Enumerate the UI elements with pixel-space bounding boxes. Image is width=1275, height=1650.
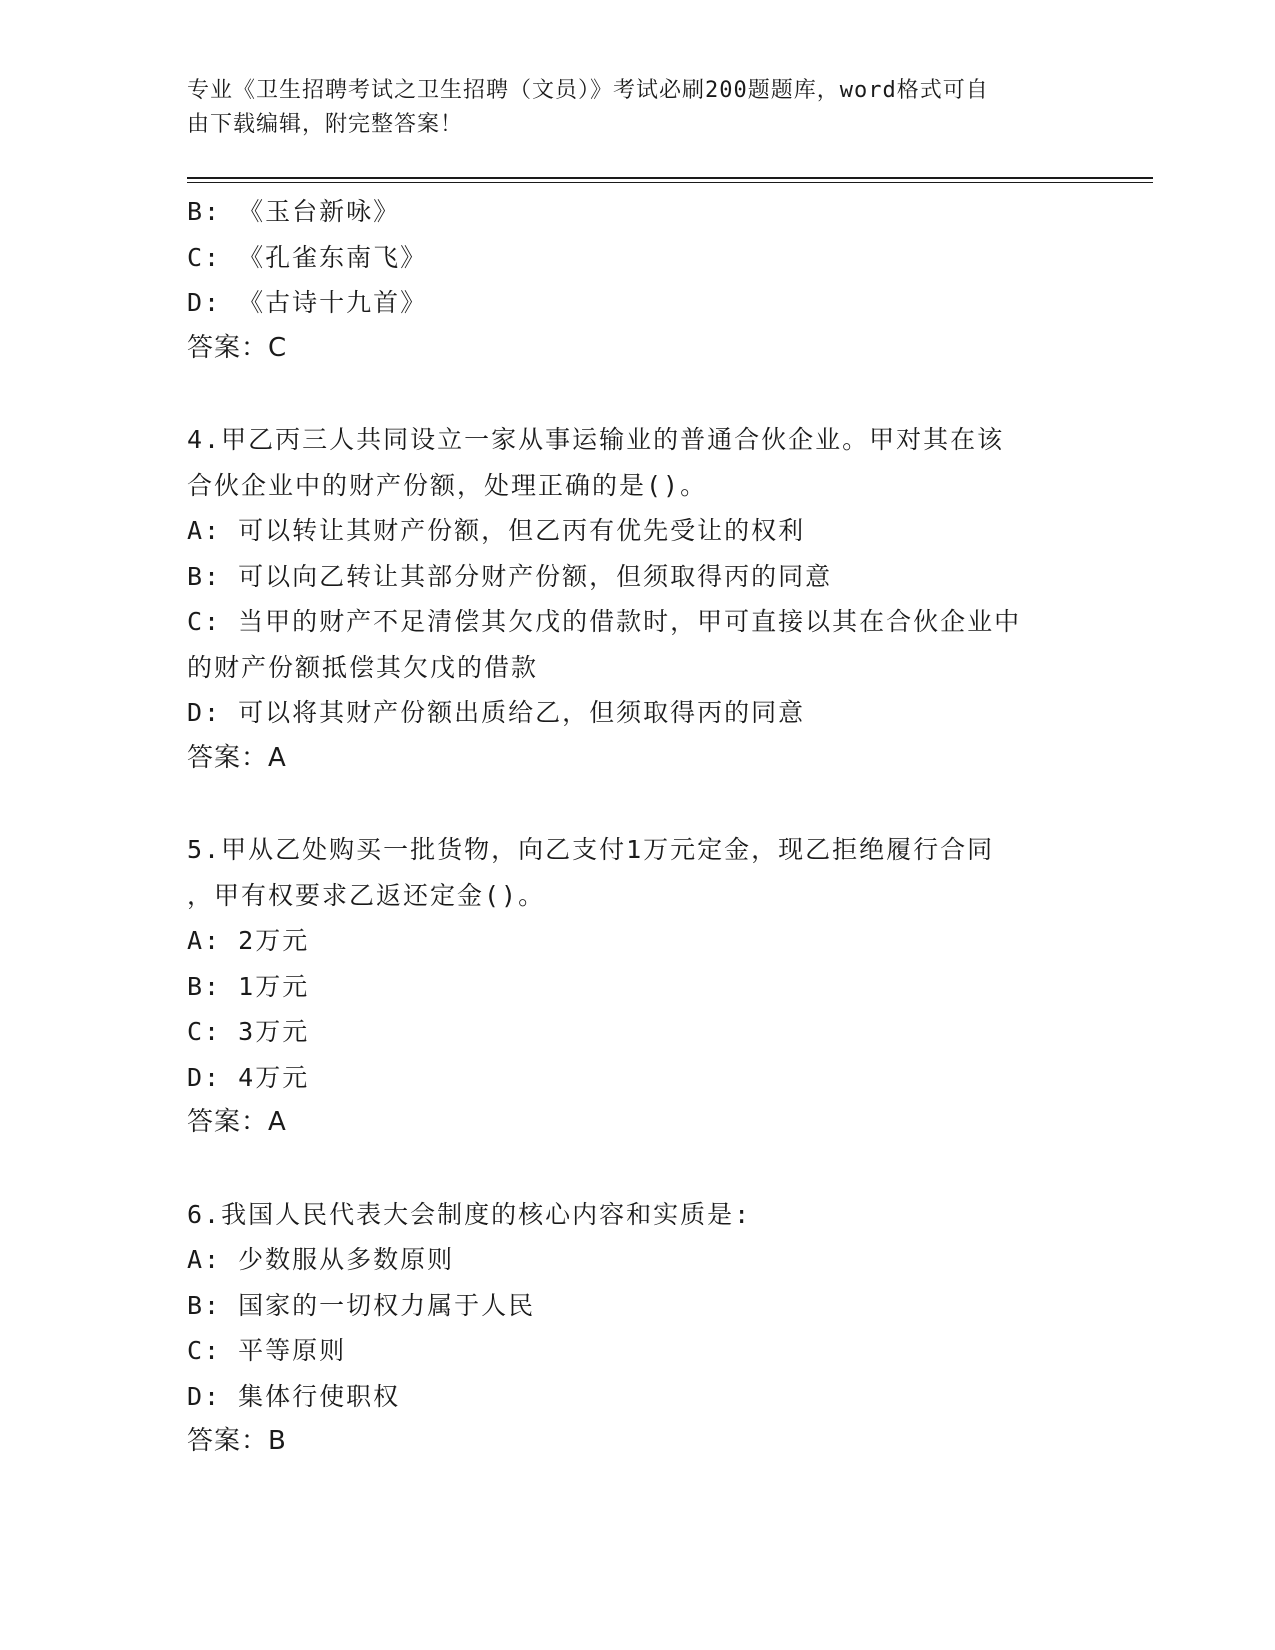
question-stem-cont: ，甲有权要求乙返还定金()。 — [187, 880, 546, 910]
answer: 答案：A — [187, 742, 287, 773]
question-3 — [187, 189, 1077, 371]
option-c: C: 平等原则 — [187, 1336, 347, 1365]
option-b: B: 1万元 — [187, 971, 310, 1001]
question-stem: 5.甲从乙处购买一批货物，向乙支付1万元定金，现乙拒绝履行合同 — [187, 835, 995, 864]
question-stem: 6.我国人民代表大会制度的核心内容和实质是: — [187, 1199, 752, 1229]
answer: 答案：A — [187, 1107, 287, 1137]
question-stem-cont: 合伙企业中的财产份额，处理正确的是()。 — [187, 470, 708, 500]
header-line-2: 由下载编辑，附完整答案！ — [187, 112, 464, 137]
question-5 — [187, 827, 1077, 1146]
option-a: A: 可以转让其财产份额，但乙丙有优先受让的权利 — [187, 516, 806, 545]
question-content — [187, 189, 1077, 1465]
option-b: B: 国家的一切权力属于人民 — [187, 1290, 536, 1320]
option-d: D: 4万元 — [187, 1062, 310, 1092]
option-d: D: 集体行使职权 — [187, 1381, 401, 1411]
answer: 答案：C — [187, 332, 288, 363]
option-c: C: 《孔雀东南飞》 — [187, 242, 428, 272]
option-b: B: 《玉台新咏》 — [187, 197, 401, 226]
header-divider-thin — [187, 182, 1153, 183]
spacer — [187, 1146, 1077, 1192]
option-d: D: 可以将其财产份额出质给乙，但须取得丙的同意 — [187, 698, 806, 727]
option-b: B: 可以向乙转让其部分财产份额，但须取得丙的同意 — [187, 561, 833, 591]
option-c-cont: 的财产份额抵偿其欠戊的借款 — [187, 652, 539, 682]
spacer — [187, 781, 1077, 827]
option-c: C: 3万元 — [187, 1017, 310, 1046]
answer: 答案：B — [187, 1426, 287, 1456]
option-c: C: 当甲的财产不足清偿其欠戊的借款时，甲可直接以其在合伙企业中 — [187, 607, 1022, 636]
option-a: A: 2万元 — [187, 926, 310, 955]
spacer — [187, 371, 1077, 417]
question-4 — [187, 417, 1077, 781]
question-stem: 4.甲乙丙三人共同设立一家从事运输业的普通合伙企业。甲对其在该 — [187, 425, 1005, 454]
question-6 — [187, 1192, 1077, 1465]
option-a: A: 少数服从多数原则 — [187, 1245, 455, 1274]
header-divider-thick — [187, 177, 1153, 179]
option-d: D: 《古诗十九首》 — [187, 288, 428, 317]
header-line-1: 专业《卫生招聘考试之卫生招聘（文员）》考试必刷200题题库，word格式可自 — [187, 78, 989, 103]
document-header — [187, 74, 1067, 142]
